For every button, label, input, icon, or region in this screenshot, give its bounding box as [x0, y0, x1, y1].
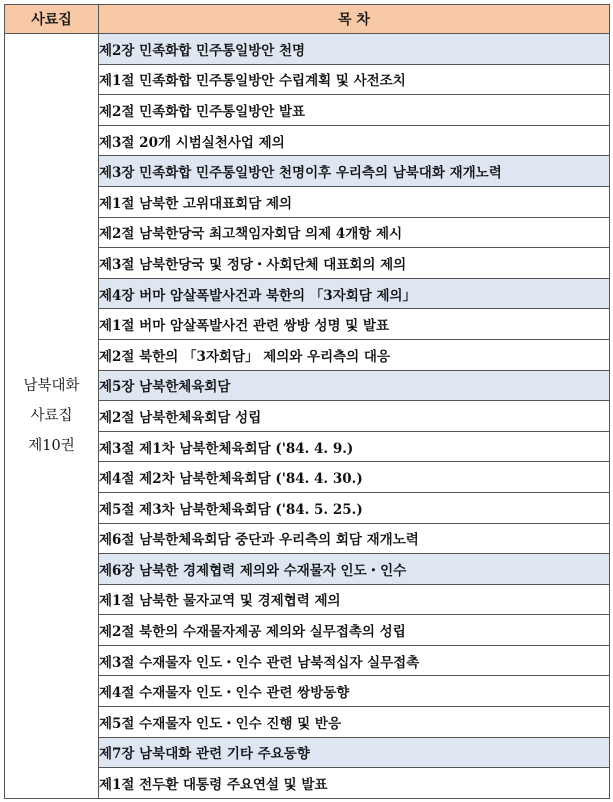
section-title: 제5절 수재물자 인도・인수 진행 및 반응: [99, 707, 610, 738]
toc-body: [5, 34, 610, 799]
section-title: 제1절 남북한 고위대표회담 제의: [99, 186, 610, 217]
section-title: 제3절 남북한당국 및 정당・사회단체 대표회의 제의: [99, 248, 610, 279]
section-title: 제6절 남북한체육회담 중단과 우리측의 회담 재개노력: [99, 523, 610, 554]
section-title: 제3절 제1차 남북한체육회담 ('84. 4. 9.): [99, 431, 610, 462]
section-title: 제4절 수재물자 인도・인수 관련 쌍방동향: [99, 676, 610, 707]
section-title: 제2절 남북한당국 최고책임자회담 의제 4개항 제시: [99, 217, 610, 248]
section-title: 제3절 20개 시범실천사업 제의: [99, 125, 610, 156]
header-contents: 목 차: [99, 5, 610, 34]
section-title: 제3절 수재물자 인도・인수 관련 남북적십자 실무접촉: [99, 645, 610, 676]
chapter-title: 제2장 민족화합 민주통일방안 천명: [99, 34, 610, 65]
section-title: 제1절 민족화합 민주통일방안 수립계획 및 사전조치: [99, 64, 610, 95]
section-title: 제2절 민족화합 민주통일방안 발표: [99, 95, 610, 126]
chapter-title: 제6장 남북한 경제협력 제의와 수재물자 인도・인수: [99, 554, 610, 585]
chapter-title: 제7장 남북대화 관련 기타 주요동향: [99, 737, 610, 768]
section-title: 제1절 전두환 대통령 주요연설 및 발표: [99, 768, 610, 799]
chapter-title: 제4장 버마 암살폭발사건과 북한의 「3자회담 제의」: [99, 278, 610, 309]
volume-label-line2: 사료집: [30, 408, 73, 424]
chapter-row: [5, 34, 610, 65]
section-title: 제1절 버마 암살폭발사건 관련 쌍방 성명 및 발표: [99, 309, 610, 340]
section-title: 제1절 남북한 물자교역 및 경제협력 제의: [99, 584, 610, 615]
section-title: 제2절 북한의 「3자회담」 제의와 우리측의 대응: [99, 339, 610, 370]
section-title: 제2절 북한의 수재물자제공 제의와 실무접촉의 성립: [99, 615, 610, 646]
header-collection: 사료집: [5, 5, 99, 34]
volume-cell: [5, 34, 99, 799]
table-of-contents: [4, 4, 610, 799]
section-title: 제5절 제3차 남북한체육회담 ('84. 5. 25.): [99, 492, 610, 523]
section-title: 제2절 남북한체육회담 성립: [99, 401, 610, 432]
section-title: 제4절 제2차 남북한체육회담 ('84. 4. 30.): [99, 462, 610, 493]
volume-label-line3: 제10권: [28, 438, 75, 454]
header-row: [5, 5, 610, 34]
chapter-title: 제3장 민족화합 민주통일방안 천명이후 우리측의 남북대화 재개노력: [99, 156, 610, 187]
volume-label-line1: 남북대화: [23, 378, 80, 394]
chapter-title: 제5장 남북한체육회담: [99, 370, 610, 401]
